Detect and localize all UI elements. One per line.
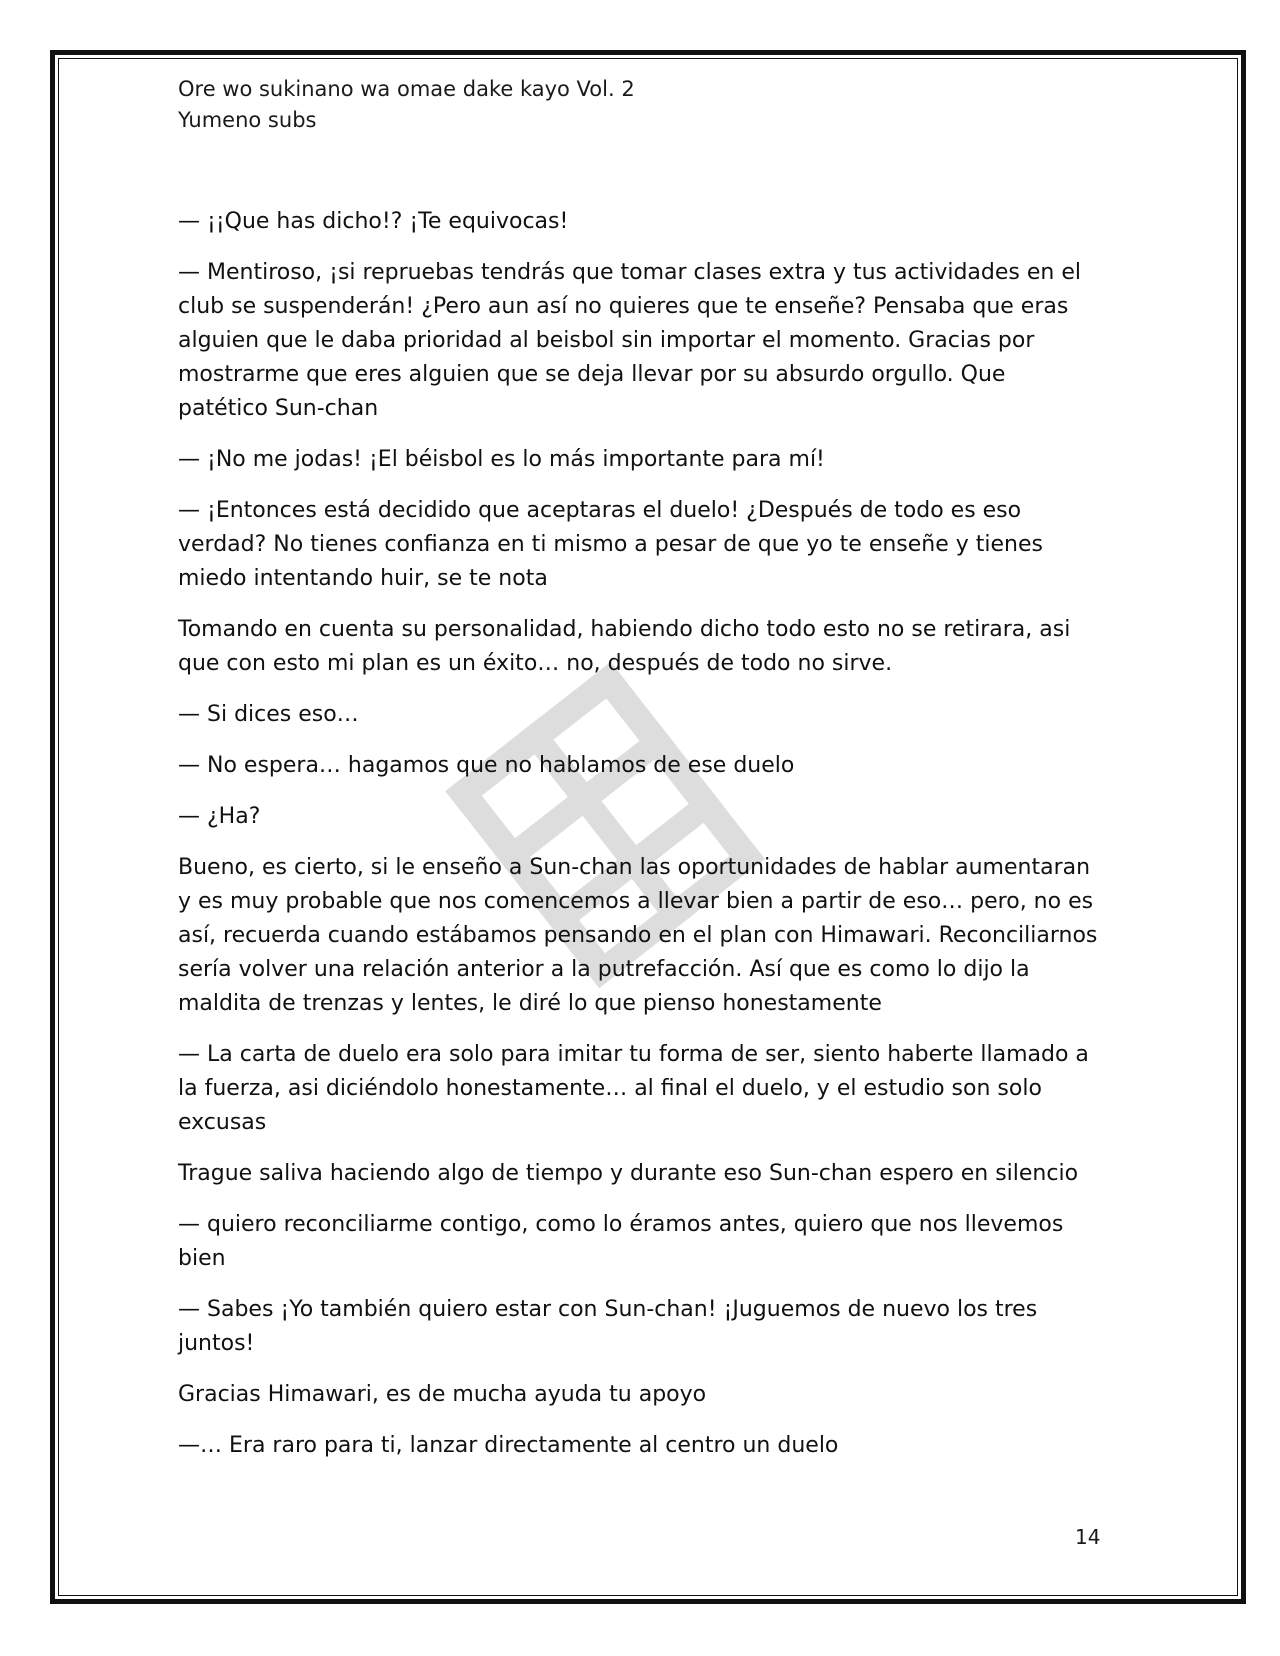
paragraph: Bueno, es cierto, si le enseño a Sun-chan las oportunidades de hablar aumentaran y es muy probable que nos comencemos a llevar bien a partir de eso… pero, no es así, recuerda cuando estábamos pensando en el plan con Himawari. Reconciliarnos sería volver una relación anterior a la putrefacción. Así que es como lo dijo la maldita de trenzas y lentes, le diré lo que pienso honestamente [178,855,1098,1016]
paragraph: —… Era raro para ti, lanzar directamente al centro un duelo [178,1433,839,1458]
paragraph: — ¡¡Que has dicho!? ¡Te equivocas! [178,209,569,234]
header-group: Yumeno subs [178,108,317,132]
paragraph: — No espera… hagamos que no hablamos de ese duelo [178,753,795,778]
paragraph: — ¿Ha? [178,804,261,829]
paragraph: — La carta de duelo era solo para imitar tu forma de ser, siento haberte llamado a la fuerza, asi diciéndolo honestamente… al final el duelo, y el estudio son solo excusas [178,1042,1089,1135]
document-body [178,205,1098,1480]
paragraph: — ¡Entonces está decidido que aceptaras el duelo! ¿Después de todo es eso verdad? No tienes confianza en ti mismo a pesar de que yo te enseñe y tienes miedo intentando huir, se te nota [178,498,1043,591]
paragraph: — ¡No me jodas! ¡El béisbol es lo más importante para mí! [178,447,825,472]
page-header [178,74,635,136]
page-number: 14 [1075,1525,1101,1549]
header-title: Ore wo sukinano wa omae dake kayo Vol. 2 [178,77,635,101]
paragraph: — quiero reconciliarme contigo, como lo éramos antes, quiero que nos llevemos bien [178,1212,1064,1271]
paragraph: Tomando en cuenta su personalidad, habiendo dicho todo esto no se retirara, asi que con esto mi plan es un éxito… no, después de todo no sirve. [178,617,1071,676]
paragraph: Gracias Himawari, es de mucha ayuda tu apoyo [178,1382,707,1407]
paragraph: — Mentiroso, ¡si repruebas tendrás que tomar clases extra y tus actividades en el club se suspenderán! ¿Pero aun así no quieres que te enseñe? Pensaba que eras alguien que le daba prioridad al beisbol sin importar el momento. Gracias por mostrarme que eres alguien que se deja llevar por su absurdo orgullo. Que patético Sun-chan [178,260,1081,421]
paragraph: Trague saliva haciendo algo de tiempo y durante eso Sun-chan espero en silencio [178,1161,1079,1186]
paragraph: — Sabes ¡Yo también quiero estar con Sun-chan! ¡Juguemos de nuevo los tres juntos! [178,1297,1038,1356]
paragraph: — Si dices eso… [178,702,359,727]
